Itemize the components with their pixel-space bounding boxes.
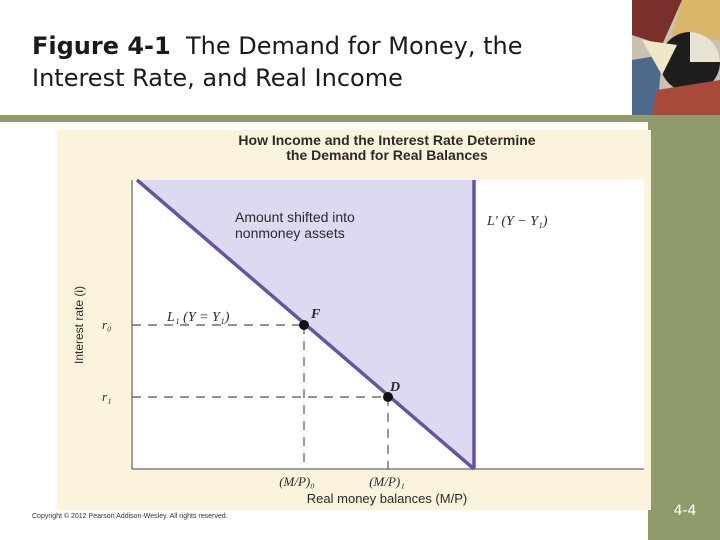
figure-heading-line2: the Demand for Real Balances [286,147,488,163]
page-number: 4-4 [673,503,697,519]
y-tick-r1: r₁ [102,389,112,404]
shaded-region-label-line2: nonmoney assets [235,225,345,241]
curve-label-L-prime: L′ (Y − Y₁) [487,214,548,229]
title-divider [0,115,720,122]
y-tick-r0: r₀ [102,317,112,332]
point-F-label: F [311,307,321,322]
decorative-corner-art [632,0,720,115]
x-tick-mp1: (M/P)₁ [369,474,405,489]
figure-heading-line1: How Income and the Interest Rate Determine [238,132,536,148]
point-D-label: D [390,380,401,395]
title-figure-number: Figure 4-1 [32,32,171,60]
x-axis-label: Real money balances (M/P) [306,491,468,506]
copyright-notice: Copyright © 2012 Pearson Addison-Wesley. All rights reserved. [32,513,228,520]
title-text-line2: Interest Rate, and Real Income [32,64,403,92]
shaded-region-label-line1: Amount shifted into [235,209,355,225]
y-axis-label: Interest rate (i) [72,285,86,365]
right-accent-bar [648,122,720,540]
curve-label-L1: L₁ (Y = Y₁) [167,310,230,325]
slide-title [32,30,622,94]
x-tick-mp0: (M/P)₀ [279,474,315,489]
point-F-marker [299,320,309,330]
money-demand-figure [57,130,651,510]
title-text-line1: The Demand for Money, the [185,32,523,60]
